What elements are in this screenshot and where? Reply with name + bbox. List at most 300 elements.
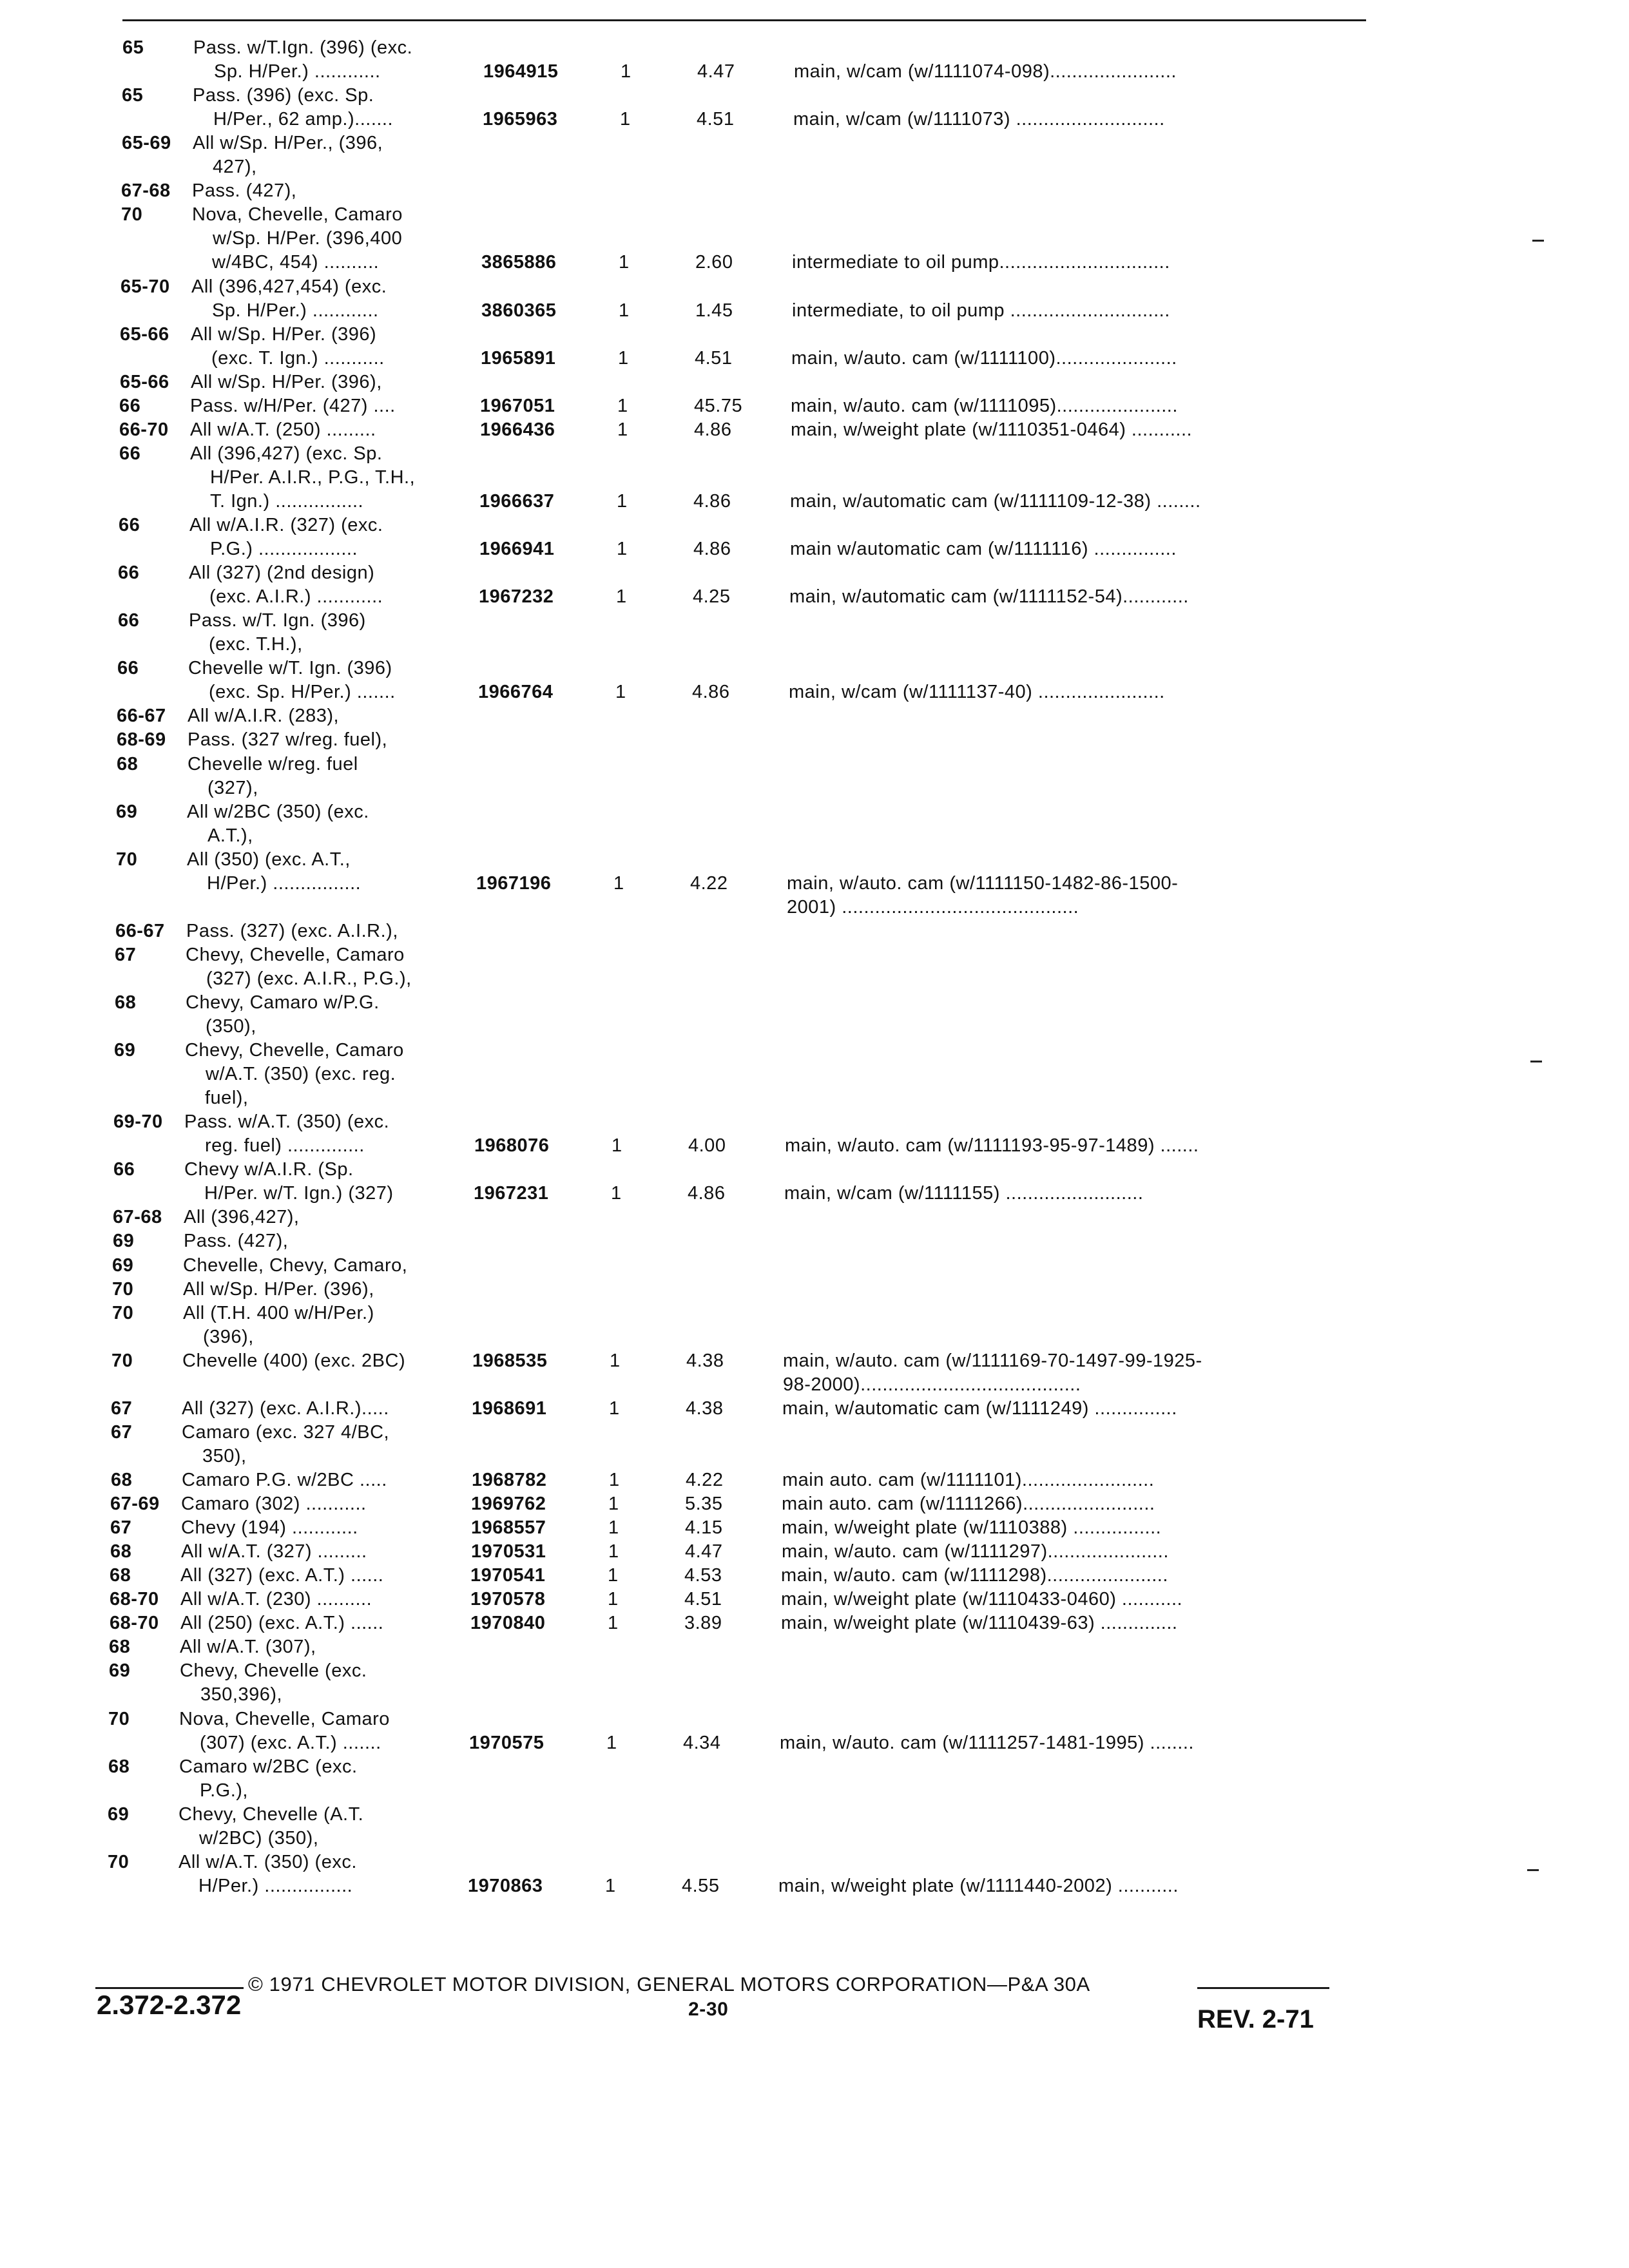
quantity-cell: 1 — [617, 396, 628, 416]
weight-cell: 4.51 — [684, 1589, 722, 1610]
weight-cell: 4.47 — [685, 1541, 723, 1562]
table-row — [0, 204, 1482, 225]
table-row — [0, 1470, 1482, 1490]
part-number-cell: 1967232 — [479, 586, 554, 607]
weight-cell: 3.89 — [684, 1613, 722, 1633]
description-cell: All w/Sp. H/Per. (396), — [183, 1279, 374, 1300]
table-row — [0, 802, 1482, 822]
description-cell: H/Per.) ................ — [207, 873, 361, 894]
table-row — [0, 849, 1482, 870]
description-cell: Chevy, Chevelle, Camaro — [186, 945, 405, 965]
description-cell: All w/Sp. H/Per., (396, — [193, 133, 383, 153]
quantity-cell: 1 — [608, 1494, 619, 1514]
remarks-cell: main, w/weight plate (w/1111440-2002) ........... — [778, 1876, 1179, 1896]
description-cell: All (396,427,454) (exc. — [191, 276, 387, 297]
description-cell: (exc. A.I.R.) ............ — [209, 586, 383, 607]
description-cell: Sp. H/Per.) ............ — [214, 61, 381, 82]
table-row — [0, 1303, 1482, 1323]
year-cell: 67 — [111, 1398, 133, 1419]
year-cell: 66 — [118, 610, 140, 631]
table-row — [0, 1255, 1482, 1276]
year-cell: 66 — [113, 1159, 135, 1180]
remarks-cell: main, w/cam (w/1111073) ........................... — [793, 109, 1165, 130]
year-cell: 68-69 — [117, 729, 166, 750]
year-cell: 65-66 — [120, 324, 169, 345]
description-cell: All (327) (exc. A.T.) ...... — [180, 1565, 384, 1586]
table-row — [0, 610, 1482, 631]
remarks-cell: 98-2000)........................................ — [783, 1374, 1081, 1395]
description-cell: (327), — [207, 778, 258, 798]
table-row — [0, 1589, 1482, 1610]
weight-cell: 1.45 — [695, 300, 733, 321]
remarks-cell: main, w/weight plate (w/1110439-63) .............. — [781, 1613, 1178, 1633]
table-row — [0, 372, 1482, 392]
table-row — [0, 1709, 1482, 1729]
quantity-cell: 1 — [610, 1350, 621, 1371]
description-cell: All w/A.I.R. (327) (exc. — [189, 515, 383, 535]
weight-cell: 4.51 — [695, 348, 733, 369]
quantity-cell: 1 — [605, 1876, 616, 1896]
description-cell: (350), — [206, 1016, 256, 1037]
weight-cell: 4.53 — [684, 1565, 722, 1586]
part-number-cell: 1967051 — [480, 396, 555, 416]
description-cell: All w/A.T. (230) .......... — [180, 1589, 372, 1610]
quantity-cell: 1 — [617, 491, 628, 512]
copyright-line: © 1971 CHEVROLET MOTOR DIVISION, GENERAL MOTORS CORPORATION—P&A 30A — [248, 1973, 1090, 1995]
description-cell: (exc. T. Ign.) ........... — [211, 348, 385, 369]
weight-cell: 2.60 — [695, 252, 733, 273]
description-cell: All (250) (exc. A.T.) ...... — [180, 1613, 384, 1633]
remarks-cell: main, w/cam (w/1111137-40) ....................... — [789, 682, 1165, 702]
table-row — [0, 1398, 1482, 1419]
table-row — [0, 61, 1482, 82]
description-cell: Chevy, Chevelle (exc. — [180, 1660, 367, 1681]
table-row — [0, 1350, 1482, 1371]
table-row — [0, 1327, 1482, 1347]
weight-cell: 4.25 — [693, 586, 731, 607]
remarks-cell: main, w/weight plate (w/1110388) ................ — [782, 1517, 1162, 1538]
description-cell: Pass. w/T.Ign. (396) (exc. — [193, 37, 413, 58]
year-cell: 67 — [111, 1422, 133, 1443]
table-row — [0, 968, 1482, 989]
description-cell: (396), — [203, 1327, 254, 1347]
description-cell: Chevy, Chevelle (A.T. — [178, 1804, 364, 1825]
year-cell: 65-70 — [120, 276, 170, 297]
weight-cell: 4.51 — [697, 109, 735, 130]
table-row — [0, 992, 1482, 1013]
description-cell: All w/A.T. (307), — [180, 1637, 316, 1657]
description-cell: P.G.) .................. — [210, 539, 358, 559]
weight-cell: 4.86 — [692, 682, 730, 702]
remarks-cell: main, w/weight plate (w/1110351-0464) ........... — [791, 419, 1193, 440]
table-row — [0, 1231, 1482, 1251]
table-row — [0, 778, 1482, 798]
year-cell: 69 — [112, 1255, 134, 1276]
year-cell: 70 — [121, 204, 143, 225]
footer-rule-left — [95, 1987, 244, 1989]
table-row — [0, 85, 1482, 106]
table-row — [0, 682, 1482, 702]
year-cell: 68 — [115, 992, 137, 1013]
year-cell: 69 — [108, 1804, 130, 1825]
table-row — [0, 348, 1482, 369]
description-cell: All (396,427) (exc. Sp. — [190, 443, 383, 464]
table-row — [0, 1183, 1482, 1204]
part-number-cell: 1970531 — [471, 1541, 546, 1562]
table-row — [0, 1111, 1482, 1132]
weight-cell: 4.00 — [688, 1135, 726, 1156]
table-row — [0, 1207, 1482, 1227]
description-cell: All w/A.I.R. (283), — [188, 706, 340, 726]
remarks-cell: main, w/auto. cam (w/1111095)...................... — [791, 396, 1178, 416]
description-cell: All (396,427), — [184, 1207, 300, 1227]
table-row — [0, 1565, 1482, 1586]
description-cell: Chevy, Camaro w/P.G. — [186, 992, 380, 1013]
description-cell: Pass. (396) (exc. Sp. — [193, 85, 374, 106]
table-row — [0, 1804, 1482, 1825]
year-cell: 68 — [111, 1470, 133, 1490]
remarks-cell: main, w/auto. cam (w/1111297)...................... — [782, 1541, 1169, 1562]
year-cell: 70 — [111, 1350, 133, 1371]
part-number-cell: 3860365 — [481, 300, 557, 321]
table-row — [0, 754, 1482, 774]
year-cell: 68-70 — [110, 1613, 159, 1633]
description-cell: All (T.H. 400 w/H/Per.) — [183, 1303, 374, 1323]
year-cell: 66 — [117, 658, 139, 678]
table-row — [0, 1159, 1482, 1180]
table-row — [0, 1135, 1482, 1156]
description-cell: H/Per.) ................ — [198, 1876, 353, 1896]
quantity-cell: 1 — [617, 539, 628, 559]
table-row — [0, 1374, 1482, 1395]
remarks-cell: main, w/auto. cam (w/1111100)...................... — [791, 348, 1177, 369]
year-cell: 70 — [112, 1279, 134, 1300]
part-number-cell: 1964915 — [483, 61, 559, 82]
part-number-cell: 1968782 — [472, 1470, 547, 1490]
description-cell: Nova, Chevelle, Camaro — [192, 204, 403, 225]
quantity-cell: 1 — [620, 109, 631, 130]
table-row — [0, 419, 1482, 440]
year-cell: 70 — [116, 849, 138, 870]
description-cell: w/2BC) (350), — [199, 1828, 319, 1849]
part-number-cell: 1966764 — [478, 682, 554, 702]
description-cell: (exc. Sp. H/Per.) ....... — [209, 682, 396, 702]
remarks-cell: main, w/cam (w/1111074-098)....................... — [794, 61, 1177, 82]
description-cell: fuel), — [205, 1088, 249, 1108]
table-row — [0, 1660, 1482, 1681]
quantity-cell: 1 — [612, 1135, 622, 1156]
description-cell: All w/Sp. H/Per. (396) — [191, 324, 377, 345]
table-row — [0, 1541, 1482, 1562]
table-row — [0, 133, 1482, 153]
description-cell: H/Per. w/T. Ign.) (327) — [204, 1183, 394, 1204]
table-row — [0, 1279, 1482, 1300]
description-cell: Nova, Chevelle, Camaro — [179, 1709, 390, 1729]
description-cell: w/Sp. H/Per. (396,400 — [213, 228, 403, 249]
table-row — [0, 157, 1482, 177]
weight-cell: 4.38 — [686, 1398, 724, 1419]
description-cell: (307) (exc. A.T.) ....... — [200, 1733, 381, 1753]
description-cell: Pass. w/A.T. (350) (exc. — [184, 1111, 390, 1132]
description-cell: Chevy, Chevelle, Camaro — [185, 1040, 404, 1061]
table-row — [0, 467, 1482, 488]
description-cell: Pass. (327 w/reg. fuel), — [188, 729, 388, 750]
table-row — [0, 825, 1482, 846]
table-row — [0, 1064, 1482, 1084]
year-cell: 67 — [115, 945, 137, 965]
section-reference: 2.372-2.372 — [97, 1990, 242, 2020]
table-row — [0, 921, 1482, 941]
remarks-cell: main, w/auto. cam (w/1111169-70-1497-99-1925- — [783, 1350, 1202, 1371]
part-number-cell: 1965891 — [481, 348, 556, 369]
table-row — [0, 37, 1482, 58]
remarks-cell: main w/automatic cam (w/1111116) ............... — [790, 539, 1177, 559]
part-number-cell: 1966436 — [480, 419, 555, 440]
quantity-cell: 1 — [609, 1398, 620, 1419]
table-row — [0, 539, 1482, 559]
table-row — [0, 729, 1482, 750]
year-cell: 66 — [119, 443, 141, 464]
table-row — [0, 1780, 1482, 1801]
year-cell: 68 — [109, 1637, 131, 1657]
year-cell: 66-70 — [119, 419, 169, 440]
table-row — [0, 1446, 1482, 1466]
description-cell: A.T.), — [207, 825, 253, 846]
footer-rule-right — [1197, 1987, 1329, 1989]
year-cell: 67-68 — [113, 1207, 162, 1227]
year-cell: 67-68 — [121, 180, 171, 201]
table-row — [0, 873, 1482, 894]
description-cell: H/Per., 62 amp.)....... — [213, 109, 394, 130]
remarks-cell: main, w/automatic cam (w/1111152-54)............ — [789, 586, 1189, 607]
table-row — [0, 252, 1482, 273]
description-cell: Chevy (194) ............ — [181, 1517, 358, 1538]
table-row — [0, 1613, 1482, 1633]
description-cell: Pass. (427), — [192, 180, 297, 201]
table-row — [0, 586, 1482, 607]
table-row — [0, 1016, 1482, 1037]
year-cell: 68 — [110, 1541, 132, 1562]
year-cell: 69 — [109, 1660, 131, 1681]
remarks-cell: main, w/weight plate (w/1110433-0460) ........... — [781, 1589, 1183, 1610]
remarks-cell: main, w/auto. cam (w/1111193-95-97-1489) ....... — [785, 1135, 1199, 1156]
table-row — [0, 1040, 1482, 1061]
year-cell: 68 — [110, 1565, 131, 1586]
remarks-cell: main auto. cam (w/1111266)........................ — [782, 1494, 1155, 1514]
weight-cell: 4.86 — [688, 1183, 726, 1204]
table-row — [0, 1088, 1482, 1108]
page-number: 2-30 — [688, 1999, 729, 2020]
part-number-cell: 1968691 — [472, 1398, 547, 1419]
weight-cell: 4.15 — [685, 1517, 723, 1538]
year-cell: 70 — [112, 1303, 134, 1323]
part-number-cell: 1970840 — [470, 1613, 546, 1633]
revision-label: REV. 2-71 — [1197, 2005, 1314, 2033]
year-cell: 67-69 — [110, 1494, 160, 1514]
table-row — [0, 1756, 1482, 1777]
quantity-cell: 1 — [619, 252, 630, 273]
year-cell: 65-69 — [122, 133, 171, 153]
year-cell: 69 — [116, 802, 138, 822]
year-cell: 66-67 — [117, 706, 166, 726]
year-cell: 65 — [122, 37, 144, 58]
year-cell: 66 — [118, 562, 140, 583]
description-cell: 350), — [202, 1446, 247, 1466]
table-row — [0, 1828, 1482, 1849]
table-row — [0, 1733, 1482, 1753]
description-cell: (327) (exc. A.I.R., P.G.), — [206, 968, 412, 989]
quantity-cell: 1 — [613, 873, 624, 894]
year-cell: 70 — [108, 1709, 130, 1729]
remarks-cell: main, w/auto. cam (w/1111257-1481-1995) ........ — [780, 1733, 1194, 1753]
quantity-cell: 1 — [617, 419, 628, 440]
description-cell: P.G.), — [200, 1780, 248, 1801]
part-number-cell: 1968535 — [472, 1350, 548, 1371]
remarks-cell: 2001) ........................................... — [787, 897, 1079, 918]
description-cell: w/4BC, 454) .......... — [212, 252, 380, 273]
description-cell: All w/A.T. (250) ......... — [190, 419, 376, 440]
remarks-cell: main, w/automatic cam (w/1111109-12-38) ........ — [790, 491, 1201, 512]
table-row — [0, 658, 1482, 678]
quantity-cell: 1 — [609, 1470, 620, 1490]
year-cell: 69 — [114, 1040, 136, 1061]
part-number-cell: 1965963 — [483, 109, 558, 130]
description-cell: w/A.T. (350) (exc. reg. — [206, 1064, 396, 1084]
part-number-cell: 1970863 — [468, 1876, 543, 1896]
table-row — [0, 706, 1482, 726]
table-row — [0, 109, 1482, 130]
table-row — [0, 1684, 1482, 1705]
weight-cell: 4.86 — [694, 419, 732, 440]
year-cell: 66 — [119, 396, 141, 416]
part-number-cell: 1969762 — [471, 1494, 546, 1514]
remarks-cell: intermediate, to oil pump ............................. — [792, 300, 1170, 321]
table-row — [0, 443, 1482, 464]
year-cell: 68 — [117, 754, 139, 774]
part-number-cell: 1970575 — [469, 1733, 545, 1753]
table-row — [0, 562, 1482, 583]
quantity-cell: 1 — [615, 682, 626, 702]
description-cell: Chevelle (400) (exc. 2BC) — [182, 1350, 406, 1371]
remarks-cell: main auto. cam (w/1111101)........................ — [782, 1470, 1155, 1490]
weight-cell: 4.22 — [690, 873, 728, 894]
quantity-cell: 1 — [618, 348, 629, 369]
table-row — [0, 897, 1482, 918]
remarks-cell: intermediate to oil pump............................... — [792, 252, 1170, 273]
description-cell: Pass. (427), — [184, 1231, 289, 1251]
description-cell: Chevy w/A.I.R. (Sp. — [184, 1159, 354, 1180]
margin-tick — [1530, 1061, 1542, 1062]
description-cell: All w/2BC (350) (exc. — [187, 802, 369, 822]
table-row — [0, 300, 1482, 321]
description-cell: Chevelle, Chevy, Camaro, — [183, 1255, 408, 1276]
description-cell: All (350) (exc. A.T., — [187, 849, 351, 870]
table-row — [0, 324, 1482, 345]
year-cell: 70 — [108, 1852, 130, 1872]
year-cell: 68-70 — [110, 1589, 159, 1610]
remarks-cell: main, w/cam (w/1111155) ......................... — [784, 1183, 1144, 1204]
remarks-cell: main, w/auto. cam (w/1111298)...................... — [781, 1565, 1168, 1586]
quantity-cell: 1 — [608, 1589, 619, 1610]
table-row — [0, 634, 1482, 655]
description-cell: Camaro w/2BC (exc. — [179, 1756, 358, 1777]
description-cell: Camaro P.G. w/2BC ..... — [182, 1470, 387, 1490]
table-row — [0, 1637, 1482, 1657]
quantity-cell: 1 — [608, 1613, 619, 1633]
weight-cell: 45.75 — [694, 396, 743, 416]
quantity-cell: 1 — [619, 300, 630, 321]
quantity-cell: 1 — [621, 61, 631, 82]
description-cell: (exc. T.H.), — [209, 634, 303, 655]
description-cell: Chevelle w/reg. fuel — [188, 754, 358, 774]
description-cell: Pass. (327) (exc. A.I.R.), — [186, 921, 398, 941]
description-cell: T. Ign.) ................ — [210, 491, 364, 512]
year-cell: 65 — [122, 85, 144, 106]
weight-cell: 4.86 — [693, 491, 731, 512]
part-number-cell: 1966637 — [479, 491, 555, 512]
table-row — [0, 396, 1482, 416]
part-number-cell: 1968076 — [474, 1135, 550, 1156]
quantity-cell: 1 — [606, 1733, 617, 1753]
weight-cell: 4.38 — [686, 1350, 724, 1371]
quantity-cell: 1 — [608, 1565, 619, 1586]
table-row — [0, 1852, 1482, 1872]
year-cell: 69-70 — [113, 1111, 163, 1132]
part-number-cell: 1966941 — [479, 539, 555, 559]
table-row — [0, 945, 1482, 965]
description-cell: Camaro (302) ........... — [181, 1494, 367, 1514]
description-cell: All w/Sp. H/Per. (396), — [191, 372, 382, 392]
description-cell: H/Per. A.I.R., P.G., T.H., — [210, 467, 416, 488]
quantity-cell: 1 — [608, 1517, 619, 1538]
table-row — [0, 515, 1482, 535]
table-row — [0, 1422, 1482, 1443]
quantity-cell: 1 — [608, 1541, 619, 1562]
description-cell: All w/A.T. (327) ......... — [181, 1541, 367, 1562]
weight-cell: 4.22 — [686, 1470, 724, 1490]
year-cell: 66 — [119, 515, 140, 535]
table-row — [0, 1494, 1482, 1514]
remarks-cell: main, w/automatic cam (w/1111249) ............... — [782, 1398, 1177, 1419]
table-row — [0, 276, 1482, 297]
margin-tick — [1532, 240, 1544, 242]
weight-cell: 4.86 — [693, 539, 731, 559]
description-cell: 350,396), — [200, 1684, 283, 1705]
description-cell: All (327) (exc. A.I.R.)..... — [182, 1398, 389, 1419]
description-cell: 427), — [213, 157, 257, 177]
year-cell: 65-66 — [120, 372, 169, 392]
description-cell: Chevelle w/T. Ign. (396) — [188, 658, 392, 678]
description-cell: All (327) (2nd design) — [189, 562, 375, 583]
description-cell: Pass. w/H/Per. (427) .... — [190, 396, 396, 416]
part-number-cell: 1970578 — [470, 1589, 546, 1610]
table-row — [0, 1876, 1482, 1896]
table-row — [0, 491, 1482, 512]
part-number-cell: 1968557 — [471, 1517, 546, 1538]
weight-cell: 5.35 — [685, 1494, 723, 1514]
description-cell: Camaro (exc. 327 4/BC, — [182, 1422, 390, 1443]
description-cell: Sp. H/Per.) ............ — [212, 300, 379, 321]
year-cell: 68 — [108, 1756, 130, 1777]
weight-cell: 4.34 — [683, 1733, 721, 1753]
remarks-cell: main, w/auto. cam (w/1111150-1482-86-1500- — [787, 873, 1179, 894]
part-number-cell: 1970541 — [470, 1565, 546, 1586]
description-cell: All w/A.T. (350) (exc. — [178, 1852, 357, 1872]
part-number-cell: 1967231 — [474, 1183, 549, 1204]
year-cell: 66-67 — [115, 921, 165, 941]
weight-cell: 4.55 — [682, 1876, 720, 1896]
table-row — [0, 228, 1482, 249]
